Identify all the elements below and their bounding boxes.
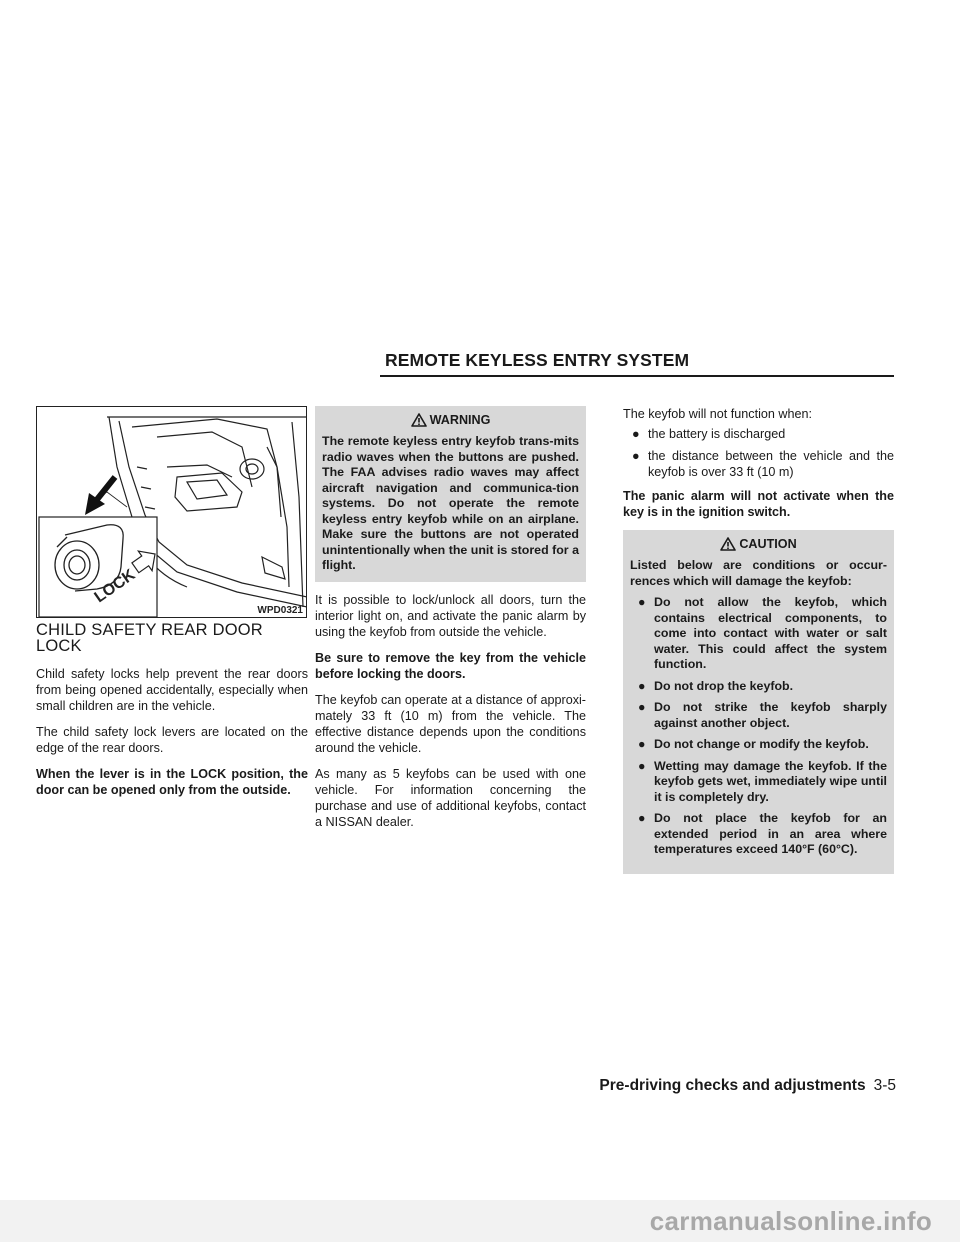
list-item: ● Do not drop the keyfob. [638,678,794,693]
door-lock-illustration [36,406,307,618]
child-safety-paragraph-2: The child safety lock levers are located on the edge of the rear doors. [36,725,308,755]
keyfob-paragraph-2: Be sure to remove the key from the vehicle before locking the doors. [315,650,586,681]
watermark-text[interactable]: carmanualsonline.info [649,1205,932,1236]
list-item: ● Wetting may damage the keyfob. If the keyfob gets wet, immediately wipe until it is completely dry. [638,758,887,804]
bullet-icon: ● [638,595,646,609]
caution-title: CAUTION [739,537,797,551]
section-title: REMOTE KEYLESS ENTRY SYSTEM [385,350,690,370]
panic-alarm-note: The panic alarm will not activate when the key is in the ignition switch. [623,489,894,519]
list-item: ● the distance between the vehicle and the keyfob is over 33 ft (10 m) [632,449,894,479]
child-safety-paragraph-1: Child safety locks help prevent the rear doors from being opened accidentally, especially when small children are in the vehicle. [36,667,308,713]
warning-icon [411,413,427,427]
child-safety-heading: CHILD SAFETY REAR DOOR LOCK [36,621,263,655]
child-safety-paragraph-3: When the lever is in the LOCK position, the door can be opened only from the outside. [36,767,308,797]
warning-box [315,406,586,582]
bullet-icon: ● [638,737,646,751]
keyfob-paragraph-4: As many as 5 keyfobs can be used with one vehicle. For information concerning the purchase and use of additional keyfobs, contact a NISSAN dealer. [315,766,586,829]
list-item: ● Do not change or modify the keyfob. [638,737,869,751]
watermark-bar [0,1200,960,1242]
column-1 [36,622,308,808]
page-footer [599,1077,896,1095]
warning-text: The remote keyless entry keyfob trans-mits radio waves when the buttons are pushed. The FAA advises radio waves may affect aircraft navigation and communica-tion systems. Do not operate the remote keyless entry keyfob while on an airplane. Make sure the buttons are not operated unintentionally when the unit is stored for a flight. [322,434,579,572]
warning-title: WARNING [429,413,491,427]
caution-body [630,558,887,858]
bullet-icon: ● [638,700,646,714]
figure-code: WPD0321 [257,605,303,616]
list-item: ● Do not place the keyfob for an extended period in an area where temperatures exceed 140°F (60°C). [638,811,887,856]
caution-box [623,530,894,874]
footer-chapter-title: Pre-driving checks and adjustments [599,1077,866,1094]
list-item: ● the battery is discharged [632,427,786,441]
column-2 [315,406,586,840]
bullet-icon: ● [632,427,640,441]
bullet-icon: ● [638,811,646,825]
caution-list [630,595,887,858]
keyfob-paragraph-3: The keyfob can operate at a distance of approxi-mately 33 ft (10 m) from the vehicle. The effective distance depends upon the conditions around the vehicle. [315,692,586,755]
lock-label: LOCK [91,566,139,607]
keyfob-conditions-list [623,426,894,480]
bullet-icon: ● [638,758,646,773]
bullet-icon: ● [638,678,646,693]
keyfob-conditions-intro: The keyfob will not function when: [623,407,813,421]
column-3 [623,406,894,884]
list-item: ● Do not allow the keyfob, which contains electrical components, to come into contact with water or salt water. This could affect the system function. [638,595,887,671]
caution-header [630,536,887,552]
caution-intro: Listed below are conditions or occur-rences which will damage the keyfob: [630,558,887,588]
warning-header [322,412,579,428]
page-number: 3-5 [873,1077,896,1094]
door-lock-drawing [37,407,307,618]
bullet-icon: ● [632,449,640,463]
keyfob-paragraph-1: It is possible to lock/unlock all doors, turn the interior light on, and activate the panic alarm by using the keyfob from outside the vehicle. [315,592,586,639]
caution-icon [720,537,736,551]
section-title-rule [380,375,894,377]
list-item: ● Do not strike the keyfob sharply against another object. [638,700,887,730]
